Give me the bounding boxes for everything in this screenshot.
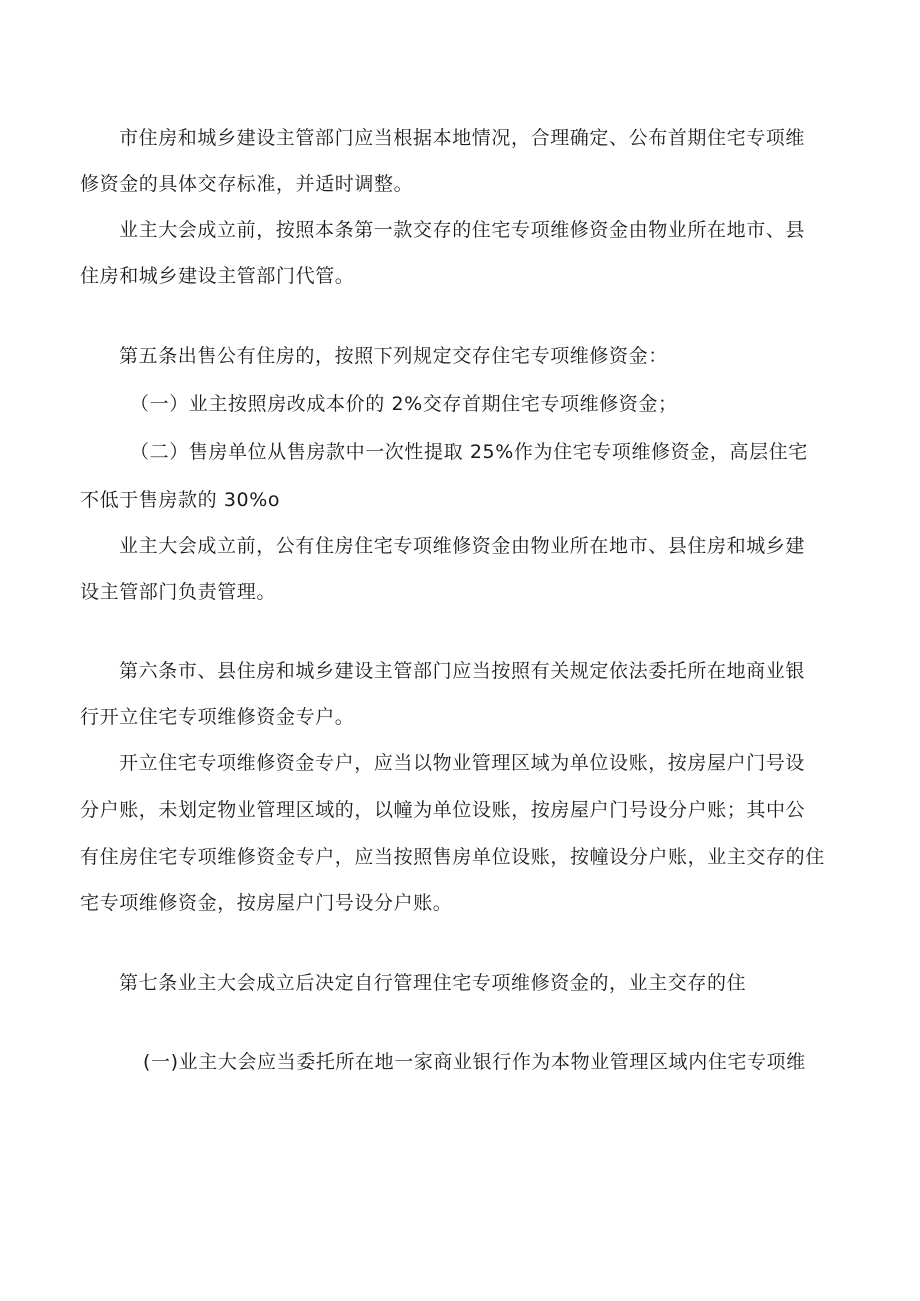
text-line: 行开立住宅专项维修资金专户。 — [80, 706, 355, 728]
text-line: 设主管部门负责管理。 — [80, 581, 277, 603]
text-line: （一）业主按照房改成本价的 2%交存首期住宅专项维修资金； — [130, 393, 678, 415]
text-line: 开立住宅专项维修资金专户，应当以物业管理区域为单位设账，按房屋户门号设 — [119, 752, 806, 774]
text-line: 市住房和城乡建设主管部门应当根据本地情况，合理确定、公布首期住宅专项维 — [119, 127, 806, 149]
text-line: 修资金的具体交存标准，并适时调整。 — [80, 173, 414, 195]
text-line: 第六条市、县住房和城乡建设主管部门应当按照有关规定依法委托所在地商业银 — [119, 660, 806, 682]
text-line: 宅专项维修资金，按房屋户门号设分户账。 — [80, 892, 453, 914]
text-line: （二）售房单位从售房款中一次性提取 25%作为住宅专项维修资金，高层住宅 — [130, 441, 808, 463]
text-line: 分户账，未划定物业管理区域的，以幢为单位设账，按房屋户门号设分户账；其中公 — [80, 799, 806, 821]
text-line: 有住房住宅专项维修资金专户，应当按照售房单位设账，按幢设分户账，业主交存的住 — [80, 846, 825, 868]
text-line: 第五条出售公有住房的，按照下列规定交存住宅专项维修资金： — [119, 345, 668, 367]
text-line: 第七条业主大会成立后决定自行管理住宅专项维修资金的，业主交存的住 — [119, 972, 747, 994]
text-line: 不低于售房款的 30%o — [80, 489, 281, 511]
text-line: (一)业主大会应当委托所在地一家商业银行作为本物业管理区域内住宅专项维 — [143, 1051, 806, 1073]
text-line: 住房和城乡建设主管部门代管。 — [80, 265, 355, 287]
text-line: 业主大会成立前，按照本条第一款交存的住宅专项维修资金由物业所在地市、县 — [119, 219, 806, 241]
text-line: 业主大会成立前，公有住房住宅专项维修资金由物业所在地市、县住房和城乡建 — [119, 535, 806, 557]
